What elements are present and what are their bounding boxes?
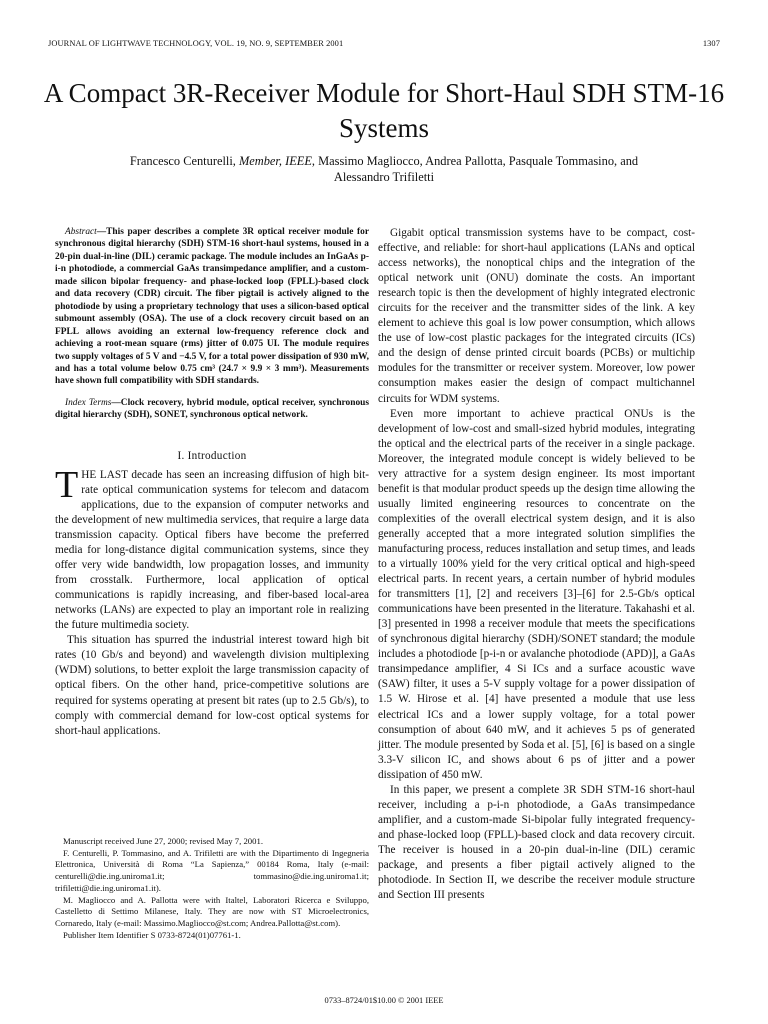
right-paragraph-3: In this paper, we present a complete 3R SDH STM-16 short-haul receiver, including a p-i-n photodiode, a GaAs transimpedance amplifier, and a custom-made Si-bipolar fully integrated frequency- and phase-locked loop (FPLL)-based clock and data recovery circuit. The receiver is housed in a 20-pin dual-in-line (DIL) ceramic package, and presents a fiber pigtail actively aligned to the photodiode. In Section II, we describe the receiver module structure and Section III presents — [378, 783, 695, 902]
index-terms-label: Index Terms — [65, 397, 112, 408]
section-heading-introduction: I. Introduction — [177, 449, 247, 462]
right-paragraph-1: Gigabit optical transmission systems have to be compact, cost-effective, and reliable: for short-haul applications (LANs and optical access networks), the nonoptical chips and the integration of the optical network unit (ONU) dominate the costs. An important research topic is then the development of highly integrated electronic circuits for the receiver and the transmitter sides of the link. A key element to achieve this goal is low power consumption, which allows the use of low-cost plastic packages for the integrated circuits (ICs) and the design of dense printed circuit boards (PCBs) or multichip modules for the transmitter or receiver system. Moreover, low power consumption makes easier the design of compact multichannel circuits for WDM systems. — [378, 227, 695, 405]
abstract — [55, 226, 369, 388]
footnotes — [55, 836, 369, 941]
right-paragraph-2: Even more important to achieve practical ONUs is the development of low-cost and small-sized hybrid modules, integrating the optical and the electrical parts of the receiver in a single package. Moreover, the integrated module concept is widely believed to be very attractive for a system design engineer. Its most important benefit is that modular product speeds up the design time allowing the usually limited engineering resources to concentrate on the complexities of the overall electrical system design, and it is also generally accepted that a more integrated solution simplifies the manufacturing process, reduces installation and setup times, and leads to a virtually 100% yield for the very critical optical and high-speed electrical parts. In recent years, a certain number of hybrid modules for transmitters [1], [2] and receivers [3]–[6] for 2.5-Gb/s optical communications have been presented in the literature. Takahashi et al. [3] presented in 1998 a receiver module that meets the specifications of synchronous digital hierarchy (SDH)/SONET standard; the module includes a photodiode [p-i-n or avalanche photodiode (APD)], a GaAs transimpedance amplifier, 4 Si ICs and a surface acoustic wave (SAW) filter, it uses a 5-V supply voltage for a power dissipation of 1.5 W. Hirose et al. [4] have presented a module that use less electrical ICs and a lower supply voltage, for a total power consumption of about 640 mW, and it achieves 5 ps of generated jitter. The module presented by Soda et al. [5], [6] is based on a single 3.3-V silicon IC, and shows about 6 ps of jitter and a power dissipation of 450 mW. — [378, 407, 695, 781]
journal-citation: JOURNAL OF LIGHTWAVE TECHNOLOGY, VOL. 19, NO. 9, SEPTEMBER 2001 — [48, 39, 344, 48]
copyright-footer: 0733–8724/01$10.00 © 2001 IEEE — [324, 996, 444, 1005]
paper-title: A Compact 3R-Receiver Module for Short-Haul SDH STM-16 Systems — [43, 78, 725, 143]
footnote-affiliation-1: F. Centurelli, P. Tommasino, and A. Trifiletti are with the Dipartimento di Ingegneria Elettronica, Università di Roma “La Sapienza,” 00184 Roma, Italy (e-mail: centurelli@die.ing.uniroma1.it; tommasino@die.ing.uniroma1.it; trifiletti@die.ing.uniroma1.it). — [55, 847, 369, 893]
footnote-affiliation-2: M. Magliocco and A. Pallotta were with Italtel, Laboratori Ricerca e Sviluppo, Castelletto di Settimo Milanese, Italy. They are now with ST Microelectronics, Cornaredo, Italy (e-mail: Massimo.Magliocco@st.com; Andrea.Pallotta@st.com). — [55, 894, 369, 928]
author-membership: Member, IEEE — [238, 154, 312, 168]
intro-paragraph-1 — [55, 463, 369, 634]
abstract-text: —This paper describes a complete 3R optical receiver module for synchronous digital hierarchy (SDH) STM-16 short-haul systems, housed in a 20-pin dual-in-line (DIL) ceramic package. The module includes an InGaAs p-i-n photodiode, a commercial GaAs transimpedance amplifier, and a custom-made silicon bipolar frequency- and phase-locked loop (FPLL)-based clock and data recovery (CDR) circuit. The fiber pigtail is actively aligned to the photodiode by using a proprietary technology that uses a silicon-based optical submount assembly (OSA). The use of a clock recovery circuit based on an FPLL allows avoiding an external low-frequency reference clock and achieving a root-mean square (rms) jitter of 0.075 UI. The module requires two supply voltages of 5 V and −4.5 V, for a total power dissipation of 930 mW, and has a total volume below 0.75 cm³ (24.7 × 9.9 × 3 mm³). Measurements have shown full compatibility with SDH standards. — [55, 227, 369, 387]
drop-cap: T — [55, 463, 79, 506]
intro-p1-text: HE LAST decade has seen an increasing diffusion of high bit-rate optical communication systems for telecom and datacom applications, due to the expansion of computer networks and the development of new multimedia services, that require a large data transmission capacity. Optical fibers have become the preferred media for long-distance digital communication systems, since they offer very wide bandwidth, low propagation losses, and immunity from crosstalk. Furthermore, local application of optical communications is rapidly increasing, and fiber-based local-area networks (LANs) are expected to play an important role in realizing the future multimedia society. — [55, 468, 369, 632]
page-number: 1307 — [702, 39, 720, 48]
footnote-received: Manuscript received June 27, 2000; revised May 7, 2001. — [63, 836, 264, 846]
footnote-publisher-id: Publisher Item Identifier S 0733-8724(01)07761-1. — [63, 929, 241, 940]
abstract-label: Abstract — [65, 227, 97, 237]
authors-line2: Alessandro Trifiletti — [333, 170, 435, 184]
authors-line1-a: Francesco Centurelli, — [129, 154, 239, 168]
left-column — [55, 226, 369, 739]
author-list — [60, 153, 708, 185]
index-terms-text: —Clock recovery, hybrid module, optical receiver, synchronous digital hierarchy (SDH), SONET, synchronous optical network. — [55, 397, 369, 421]
authors-line1-b: , Massimo Magliocco, Andrea Pallotta, Pasquale Tommasino, and — [311, 154, 639, 168]
index-terms — [55, 397, 369, 422]
intro-paragraph-2: This situation has spurred the industrial interest toward high bit rates (10 Gb/s and beyond) and wavelength division multiplexing (WDM) solutions, to better exploit the large transmission capacity of optical fibers. On the other hand, price-competitive solutions are required for systems operating at present bit rates (up to 2.5 Gb/s), to comply with commercial demand for low-cost optical systems for short-haul applications. — [55, 634, 369, 737]
right-column — [378, 226, 695, 903]
